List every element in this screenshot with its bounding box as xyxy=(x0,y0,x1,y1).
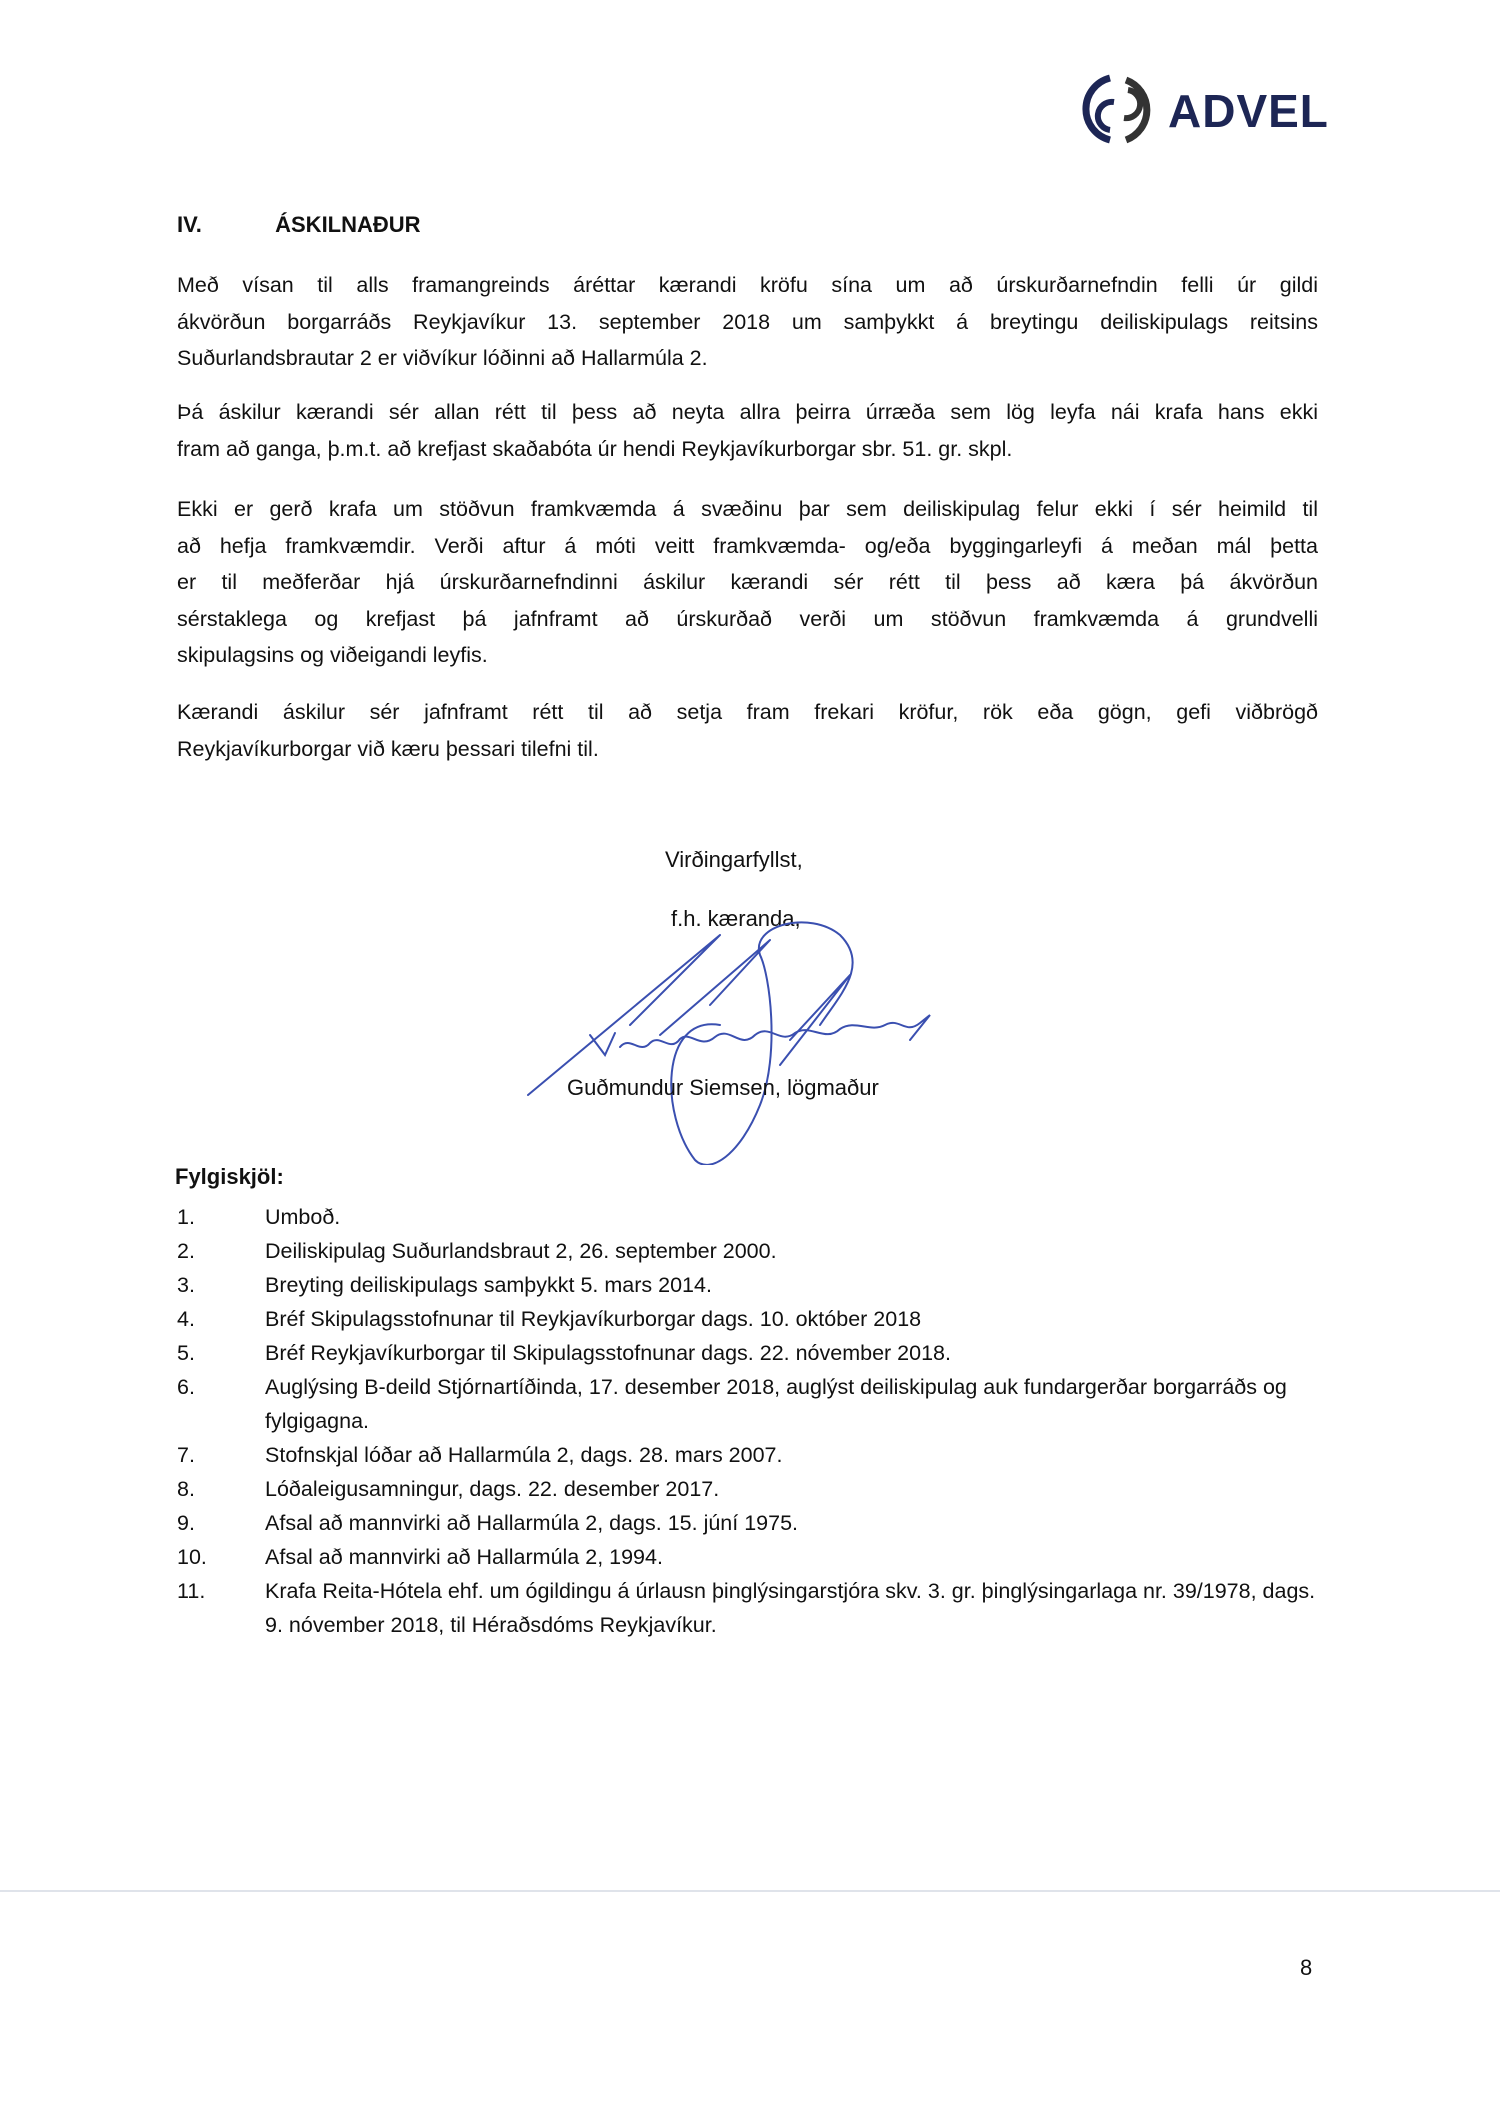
item-number: 7. xyxy=(177,1443,195,1467)
attachment-item xyxy=(177,1540,1318,1574)
item-text: Afsal að mannvirki að Hallarmúla 2, 1994. xyxy=(265,1545,663,1569)
page-number: 8 xyxy=(1300,1955,1313,1980)
paragraph-2 xyxy=(177,394,1318,467)
text-line: Ekki er gerð krafa um stöðvun framkvæmda á svæðinu þar sem deiliskipulag felur ekki í sér heimild til xyxy=(177,497,1318,521)
text-line: að hefja framkvæmdir. Verði aftur á móti veitt framkvæmda- og/eða byggingarleyfi á meðan mál þetta xyxy=(177,533,1318,558)
attachment-item xyxy=(177,1234,1318,1268)
attachment-item xyxy=(177,1506,1318,1540)
section-title: ÁSKILNAÐUR xyxy=(275,212,421,237)
attachment-item xyxy=(177,1438,1318,1472)
item-text: Umboð. xyxy=(265,1205,341,1229)
item-text: Krafa Reita-Hótela ehf. um ógildingu á úrlausn þinglýsingarstjóra skv. 3. gr. þinglýsingarlaga nr. 39/1978, dags. 9. nóvember 2018, til Héraðsdóms Reykjavíkur. xyxy=(265,1579,1316,1637)
handwritten-signature xyxy=(510,915,970,1165)
text-line: skipulagsins og viðeigandi leyfis. xyxy=(177,643,488,667)
attachment-item xyxy=(177,1302,1318,1336)
paragraph-4 xyxy=(177,694,1318,767)
text-line: ákvörðun borgarráðs Reykjavíkur 13. september 2018 um samþykkt á breytingu deiliskipulags reitsins xyxy=(177,309,1318,334)
item-number: 9. xyxy=(177,1511,195,1535)
text-line: Suðurlandsbrautar 2 er viðvíkur lóðinni að Hallarmúla 2. xyxy=(177,346,708,370)
item-text: Breyting deiliskipulags samþykkt 5. mars 2014. xyxy=(265,1273,712,1297)
item-number: 8. xyxy=(177,1477,195,1501)
attachment-item xyxy=(177,1336,1318,1370)
item-text: Bréf Skipulagsstofnunar til Reykjavíkurborgar dags. 10. október 2018 xyxy=(265,1307,922,1331)
attachments-title: Fylgiskjöl: xyxy=(175,1164,284,1189)
on-behalf-text: f.h. kæranda, xyxy=(671,906,801,931)
text-line: er til meðferðar hjá úrskurðarnefndinni áskilur kærandi sér rétt til þess að kæra þá ákvörðun xyxy=(177,570,1318,594)
item-text: Afsal að mannvirki að Hallarmúla 2, dags. 15. júní 1975. xyxy=(265,1511,799,1535)
section-heading xyxy=(177,212,421,238)
item-number: 10. xyxy=(177,1545,207,1569)
item-number: 5. xyxy=(177,1341,195,1365)
signatory-name: Guðmundur Siemsen, lögmaður xyxy=(567,1075,879,1100)
text-line: Þá áskilur kærandi sér allan rétt til þess að neyta allra þeirra úrræða sem lög leyfa nái krafa hans ekki xyxy=(177,400,1318,424)
item-text: Bréf Reykjavíkurborgar til Skipulagsstofnunar dags. 22. nóvember 2018. xyxy=(265,1341,951,1365)
text-line: Með vísan til alls framangreinds áréttar kærandi kröfu sína um að úrskurðarnefndin felli úr gildi xyxy=(177,273,1318,297)
advel-logo xyxy=(1080,72,1329,147)
item-number: 1. xyxy=(177,1205,195,1229)
item-number: 11. xyxy=(177,1579,206,1603)
text-line: Kærandi áskilur sér jafnframt rétt til að setja fram frekari kröfur, rök eða gögn, gefi viðbrögð xyxy=(177,700,1318,724)
closing-greeting: Virðingarfyllst, xyxy=(665,847,803,872)
item-number: 4. xyxy=(177,1307,195,1331)
item-text: Lóðaleigusamningur, dags. 22. desember 2017. xyxy=(265,1477,720,1501)
logo-text: ADVEL xyxy=(1168,85,1329,137)
item-number: 2. xyxy=(177,1239,195,1263)
paragraph-3 xyxy=(177,491,1318,674)
item-number: 3. xyxy=(177,1273,195,1297)
attachments-list xyxy=(177,1200,1318,1642)
paragraph-1 xyxy=(177,267,1318,377)
attachment-item xyxy=(177,1574,1318,1642)
item-text: Deiliskipulag Suðurlandsbraut 2, 26. september 2000. xyxy=(265,1239,777,1263)
logo-mark-icon xyxy=(1080,72,1160,147)
item-text: Auglýsing B-deild Stjórnartíðinda, 17. desember 2018, auglýst deiliskipulag auk fundargerðar borgarráðs og fylgigagna. xyxy=(265,1375,1287,1433)
text-line: Reykjavíkurborgar við kæru þessari tilefni til. xyxy=(177,736,599,761)
item-number: 6. xyxy=(177,1375,195,1399)
text-line: fram að ganga, þ.m.t. að krefjast skaðabóta úr hendi Reykjavíkurborgar sbr. 51. gr. skpl. xyxy=(177,436,1013,461)
section-number: IV. xyxy=(177,212,202,237)
attachment-item xyxy=(177,1472,1318,1506)
footer-divider xyxy=(0,1890,1500,1892)
attachment-item xyxy=(177,1370,1318,1438)
attachment-item xyxy=(177,1268,1318,1302)
attachment-item xyxy=(177,1200,1318,1234)
item-text: Stofnskjal lóðar að Hallarmúla 2, dags. 28. mars 2007. xyxy=(265,1443,783,1467)
text-line: sérstaklega og krefjast þá jafnframt að úrskurðað verði um stöðvun framkvæmda á grundvelli xyxy=(177,606,1318,631)
